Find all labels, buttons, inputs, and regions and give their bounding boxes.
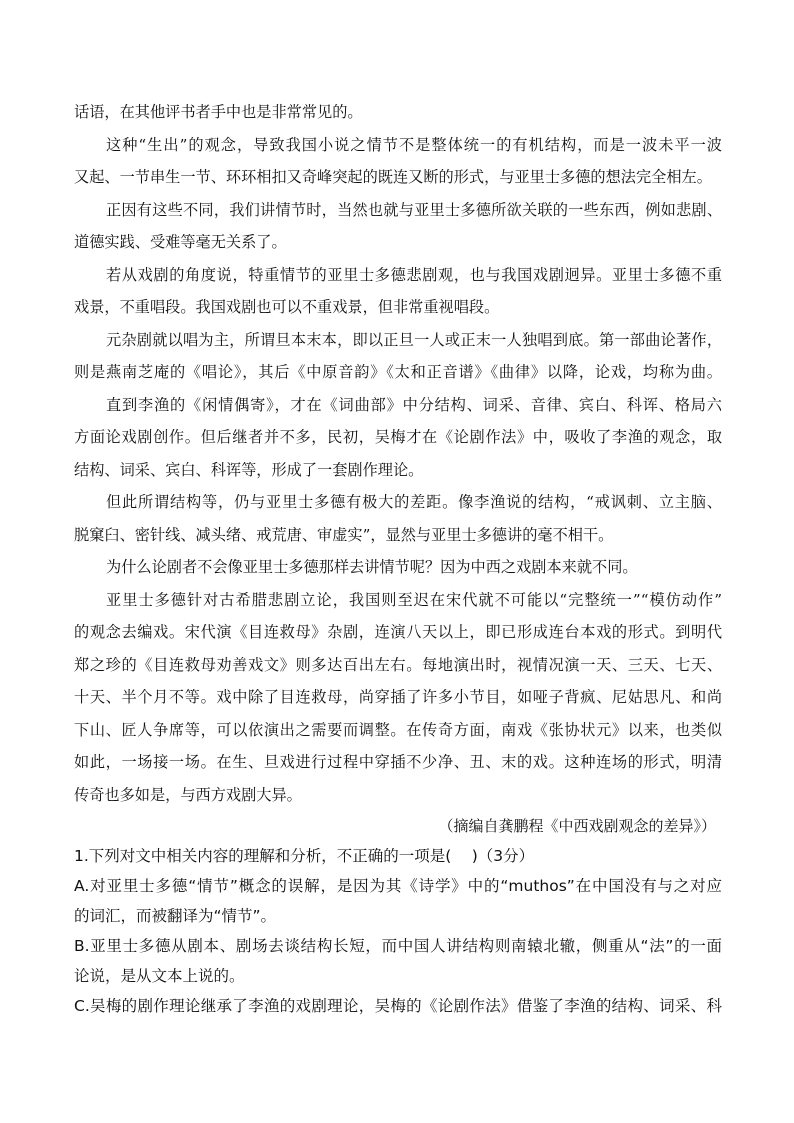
document-page	[74, 96, 722, 1021]
option-a: A.对亚里士多德“情节”概念的误解，是因为其《诗学》中的“muthos”在中国没有与之对应	[74, 877, 722, 895]
option-a-continued: 的词汇，而被翻译为“情节”。	[74, 907, 277, 925]
option-c: C.吴梅的剧作理论继承了李渔的戏剧理论，吴梅的《论剧作法》借鉴了李渔的结构、词采、科	[74, 997, 722, 1015]
passage-line: 为什么论剧者不会像亚里士多德那样去讲情节呢？因为中西之戏剧本来就不同。	[106, 558, 638, 576]
passage-line: 则是燕南芝庵的《唱论》，其后《中原音韵》《太和正音谱》《曲律》以降，论戏，均称为曲。	[74, 363, 722, 381]
passage-line: 正因有这些不同，我们讲情节时，当然也就与亚里士多德所欲关联的一些东西，例如悲剧、	[106, 200, 722, 219]
question-section	[74, 841, 722, 1021]
passage-line: 戏景，不重唱段。我国戏剧也可以不重戏景，但非常重视唱段。	[74, 298, 500, 316]
passage-line: 传奇也多如是，与西方戏剧大异。	[74, 785, 302, 804]
passage-line: 直到李渔的《闲情偶寄》，才在《词曲部》中分结构、词采、音律、宾白、科诨、格局六	[106, 395, 722, 414]
passage-line: 的观念去编戏。宋代演《目连救母》杂剧，连演八天以上，即已形成连台本戏的形式。到明代	[74, 623, 722, 641]
question-stem: 1.下列对文中相关内容的理解和分析，不正确的一项是( )（3分）	[74, 847, 535, 865]
passage-line: 但此所谓结构等，仍与亚里士多德有极大的差距。像李渔说的结构，“戒讽刺、立主脑、	[106, 493, 722, 511]
passage-line: 话语，在其他评书者手中也是非常常见的。	[74, 103, 363, 121]
passage-line: 下山、匠人争席等，可以依演出之需要而调整。在传奇方面，南戏《张协状元》以来，也类似	[74, 720, 722, 739]
source-citation: （摘编自龚鹏程《中西戏剧观念的差异》）	[438, 817, 716, 835]
option-b-continued: 论说，是从文本上说的。	[74, 967, 245, 985]
passage-line: 郑之珍的《目连救母劝善戏文》则多达百出左右。每地演出时，视情况演一天、三天、七天、	[74, 655, 722, 674]
passage-line: 方面论戏剧创作。但后继者并不多，民初，吴梅才在《论剧作法》中，吸收了李渔的观念，取	[74, 428, 722, 446]
passage-line: 脱窠臼、密针线、减头绪、戒荒唐、审虚实”，显然与亚里士多德讲的毫不相干。	[74, 525, 614, 544]
passage-line: 元杂剧就以唱为主，所谓旦本末本，即以正旦一人或正末一人独唱到底。第一部曲论著作，	[106, 330, 722, 349]
passage-line: 这种“生出”的观念，导致我国小说之情节不是整体统一的有机结构，而是一波未平一波	[106, 135, 722, 154]
passage-line: 结构、词采、宾白、科诨等，形成了一套剧作理论。	[74, 460, 424, 479]
passage-line: 十天、半个月不等。戏中除了目连救母，尚穿插了许多小节目，如哑子背疯、尼姑思凡、和尚	[74, 688, 722, 706]
option-b: B.亚里士多德从剧本、剧场去谈结构长短，而中国人讲结构则南辕北辙，侧重从“法”的一面	[74, 937, 722, 955]
passage-line: 若从戏剧的角度说，特重情节的亚里士多德悲剧观，也与我国戏剧迥异。亚里士多德不重	[106, 265, 722, 284]
passage-line: 又起、一节串生一节、环环相扣又奇峰突起的既连又断的形式，与亚里士多德的想法完全相左。	[74, 168, 712, 186]
reading-passage	[74, 96, 722, 841]
passage-line: 亚里士多德针对古希腊悲剧立论，我国则至迟在宋代就不可能以“完整统一”“模仿动作”	[106, 590, 722, 609]
passage-line: 道德实践、受难等毫无关系了。	[74, 233, 287, 251]
passage-line: 如此，一场接一场。在生、旦戏进行过程中穿插不少净、丑、末的戏。这种连场的形式，明清	[74, 753, 722, 771]
